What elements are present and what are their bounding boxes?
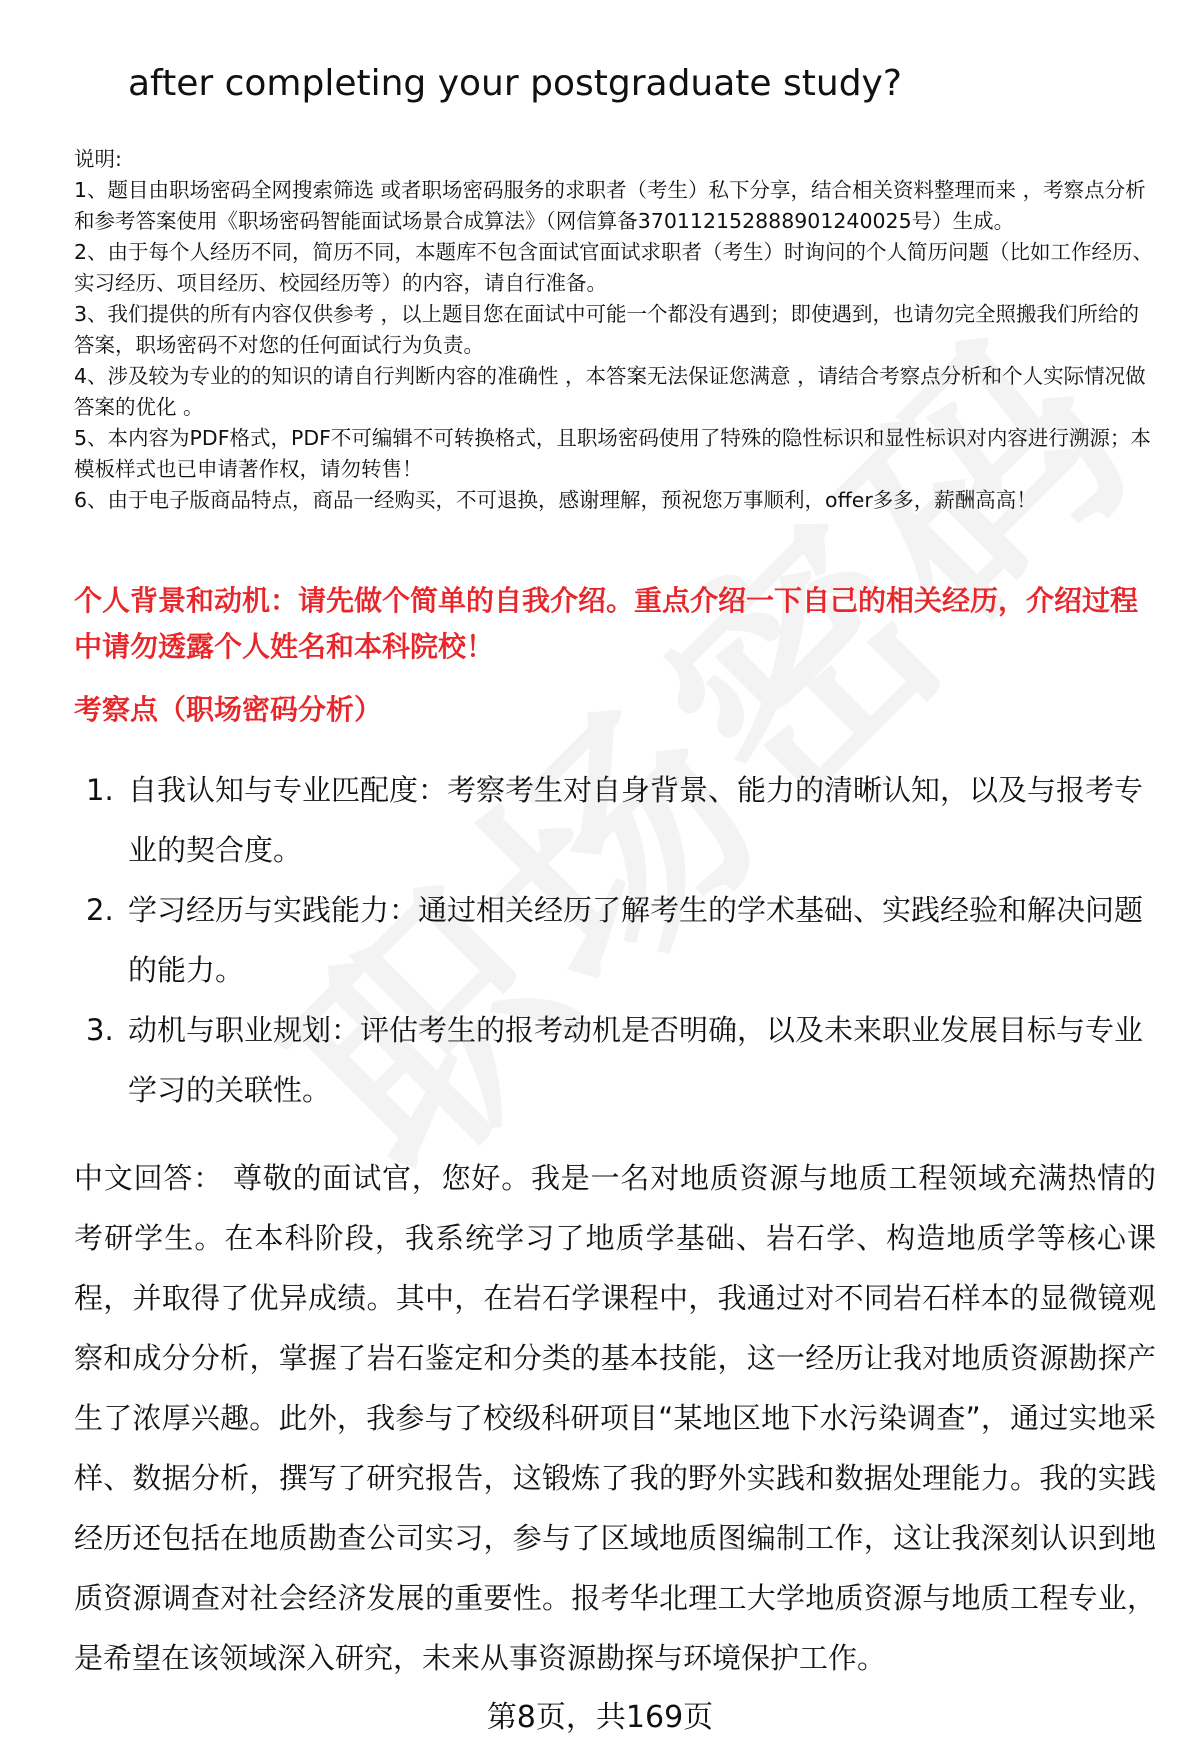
point-text: 动机与职业规划：评估考生的报考动机是否明确，以及未来职业发展目标与专业学习的关联性。 xyxy=(128,1013,1144,1107)
answer-text: 尊敬的面试官，您好。我是一名对地质资源与地质工程领域充满热情的考研学生。在本科阶段，我系统学习了地质学基础、岩石学、构造地质学等核心课程，并取得了优异成绩。其中，在岩石学课程中，我通过对不同岩石样本的显微镜观察和成分分析，掌握了岩石鉴定和分类的基本技能，这一经历让我对地质资源勘探产生了浓厚兴趣。此外，我参与了校级科研项目“某地区地下水污染调查”，通过实地采样、数据分析，撰写了研究报告，这锻炼了我的野外实践和数据处理能力。我的实践经历还包括在地质勘查公司实习，参与了区域地质图编制工作，这让我深刻认识到地质资源调查对社会经济发展的重要性。报考华北理工大学地质资源与地质工程专业，是希望在该领域深入研究，未来从事资源勘探与环境保护工作。 xyxy=(74,1161,1156,1675)
analysis-point xyxy=(74,1000,1156,1120)
analysis-points xyxy=(74,760,1156,1120)
point-number: 1. xyxy=(86,773,114,807)
analysis-point xyxy=(74,880,1156,1000)
analysis-title: 考察点（职场密码分析） xyxy=(74,693,383,726)
english-question-tail: after completing your postgraduate study? xyxy=(128,63,902,104)
point-text: 学习经历与实践能力：通过相关经历了解考生的学术基础、实践经验和解决问题的能力。 xyxy=(128,893,1144,987)
point-number: 3. xyxy=(86,1013,114,1047)
notes-item: 1、题目由职场密码全网搜索筛选 或者职场密码服务的求职者（考生）私下分享，结合相关资料整理而来 ，考察点分析和参考答案使用《职场密码智能面试场景合成算法》（网信算备370112152888901240025号）生成。 xyxy=(74,178,1146,233)
notes-item: 3、我们提供的所有内容仅供参考 ，以上题目您在面试中可能一个都没有遇到；即使遇到，也请勿完全照搬我们所给的答案，职场密码不对您的任何面试行为负责。 xyxy=(74,302,1140,357)
notes-section xyxy=(74,144,1156,516)
analysis-point xyxy=(74,760,1156,880)
answer-label: 中文回答： xyxy=(74,1161,223,1195)
notes-item: 4、涉及较为专业的的知识的请自行判断内容的准确性 ，本答案无法保证您满意 ，请结合考察点分析和个人实际情况做答案的优化 。 xyxy=(74,364,1146,419)
question-heading: 个人背景和动机：请先做个简单的自我介绍。重点介绍一下自己的相关经历，介绍过程中请勿透露个人姓名和本科院校！ xyxy=(74,584,1139,663)
page-number-footer: 第8页，共169页 xyxy=(486,1700,714,1735)
notes-item: 2、由于每个人经历不同，简历不同，本题库不包含面试官面试求职者（考生）时询问的个人简历问题（比如工作经历、实习经历、项目经历、校园经历等）的内容，请自行准备。 xyxy=(74,240,1154,295)
notes-item: 6、由于电子版商品特点，商品一经购买，不可退换，感谢理解，预祝您万事顺利，offer多多，薪酬高高！ xyxy=(74,488,1037,512)
notes-item: 5、本内容为PDF格式，PDF不可编辑不可转换格式，且职场密码使用了特殊的隐性标识和显性标识对内容进行溯源；本模板样式也已申请著作权，请勿转售！ xyxy=(74,426,1151,481)
point-text: 自我认知与专业匹配度：考察考生对自身背景、能力的清晰认知，以及与报考专业的契合度。 xyxy=(128,773,1144,867)
notes-title: 说明: xyxy=(74,147,122,171)
answer-section xyxy=(74,1148,1156,1688)
point-number: 2. xyxy=(86,893,114,927)
